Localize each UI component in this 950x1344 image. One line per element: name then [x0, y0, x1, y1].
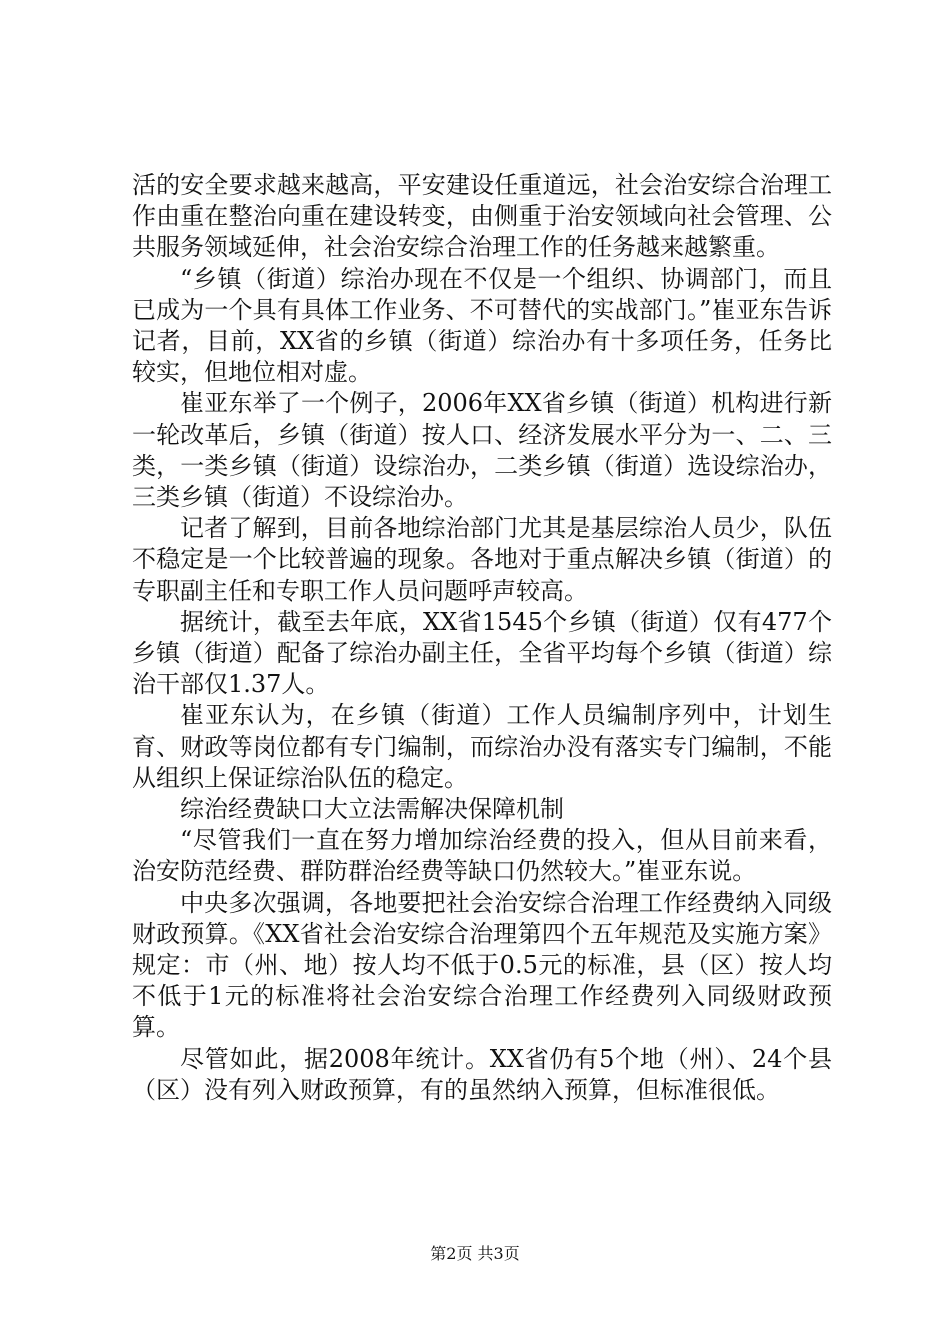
paragraph-funding-quote: “尽管我们一直在努力增加综治经费的投入，但从目前来看，治安防范经费、群防群治经费等缺口仍然较大。”崔亚东说。 [132, 826, 832, 886]
paragraph-quote-office-role: “乡镇（街道）综治办现在不仅是一个组织、协调部门，而且已成为一个具有具体工作业务、不可替代的实战部门。”崔亚东告诉记者，目前，XX省的乡镇（街道）综治办有十多项任务，任务比较实，但地位相对虚。 [132, 264, 832, 387]
paragraph-reform-example: 崔亚东举了一个例子，2006年XX省乡镇（街道）机构进行新一轮改革后，乡镇（街道）按人口、经济发展水平分为一、二、三类，一类乡镇（街道）设综治办，二类乡镇（街道）选设综治办，三类乡镇（街道）不设综治办。 [132, 389, 832, 512]
document-body [132, 170, 832, 1106]
section-heading: 综治经费缺口大立法需解决保障机制 [180, 795, 564, 824]
paragraph-continuation: 活的安全要求越来越高，平安建设任重道远，社会治安综合治理工作由重在整治向重在建设转变，由侧重于治安领域向社会管理、公共服务领域延伸，社会治安综合治理工作的任务越来越繁重。 [132, 171, 832, 262]
paragraph-budget-stats: 尽管如此，据2008年统计。XX省仍有5个地（州）、24个县（区）没有列入财政预算，有的虽然纳入预算，但标准很低。 [132, 1044, 832, 1104]
page-number-footer: 第2页 共3页 [430, 1244, 520, 1263]
paragraph-statistics: 据统计，截至去年底，XX省1545个乡镇（街道）仅有477个乡镇（街道）配备了综治办副主任，全省平均每个乡镇（街道）综治干部仅1.37人。 [132, 607, 832, 699]
paragraph-budget-rules: 中央多次强调，各地要把社会治安综合治理工作经费纳入同级财政预算。《XX省社会治安综合治理第四个五年规范及实施方案》规定：市（州、地）按人均不低于0.5元的标准，县（区）按人均不低于1元的标准将社会治安综合治理工作经费列入同级财政预算。 [132, 888, 832, 1042]
paragraph-staffing-issue: 记者了解到，目前各地综治部门尤其是基层综治人员少，队伍不稳定是一个比较普遍的现象。各地对于重点解决乡镇（街道）的专职副主任和专职工作人员问题呼声较高。 [132, 514, 832, 605]
paragraph-establishment: 崔亚东认为，在乡镇（街道）工作人员编制序列中，计划生育、财政等岗位都有专门编制，而综治办没有落实专门编制，不能从组织上保证综治队伍的稳定。 [132, 701, 832, 792]
